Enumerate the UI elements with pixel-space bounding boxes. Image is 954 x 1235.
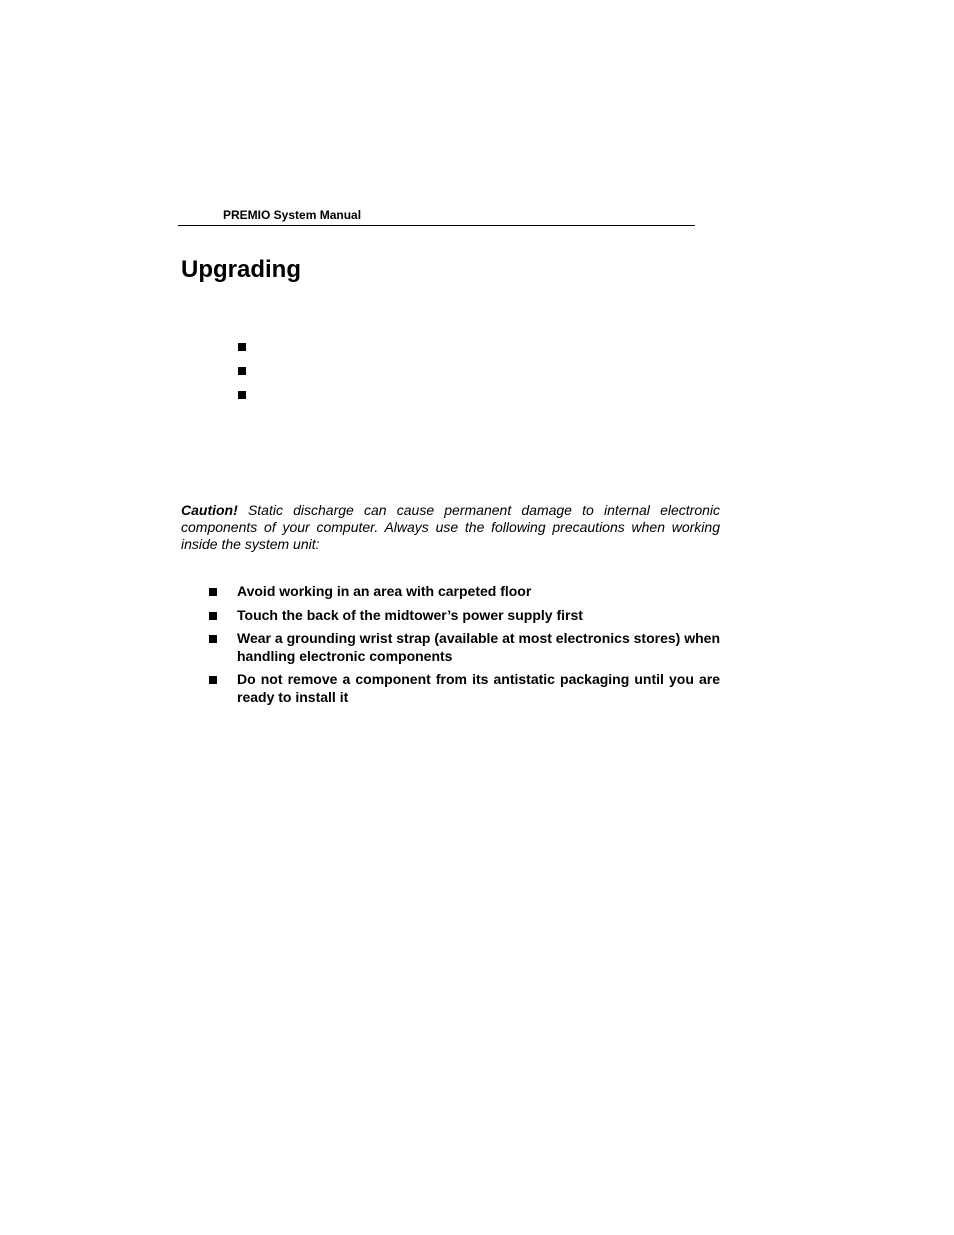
section-title: Upgrading bbox=[181, 256, 301, 283]
caution-paragraph bbox=[181, 502, 720, 553]
bullet-square-icon bbox=[209, 588, 217, 596]
caution-text: Static discharge can cause permanent damage to internal electronic components of your computer. Always use the following precautions when working inside the system unit: bbox=[181, 502, 720, 552]
precaution-text: Do not remove a component from its antistatic packaging until you are ready to install it bbox=[237, 671, 720, 705]
running-header: PREMIO System Manual bbox=[223, 208, 362, 222]
bullet-square-icon bbox=[209, 612, 217, 620]
precaution-text: Wear a grounding wrist strap (available at most electronics stores) when handling electronic components bbox=[237, 630, 720, 664]
bullet-square-icon bbox=[209, 635, 217, 643]
precaution-text: Avoid working in an area with carpeted floor bbox=[237, 583, 532, 599]
list-item bbox=[209, 671, 720, 706]
header-rule bbox=[178, 225, 695, 226]
precaution-text: Touch the back of the midtower’s power supply first bbox=[237, 606, 583, 623]
bullet-square-icon bbox=[238, 367, 246, 375]
bullet-square-icon bbox=[238, 343, 246, 351]
bullet-square-icon bbox=[209, 676, 217, 684]
list-item bbox=[209, 607, 720, 625]
bullet-square-icon bbox=[238, 391, 246, 399]
list-item bbox=[209, 630, 720, 665]
empty-bullet-list bbox=[238, 343, 246, 415]
precautions-list bbox=[209, 583, 720, 712]
list-item bbox=[209, 583, 720, 601]
caution-label: Caution! bbox=[181, 502, 238, 518]
